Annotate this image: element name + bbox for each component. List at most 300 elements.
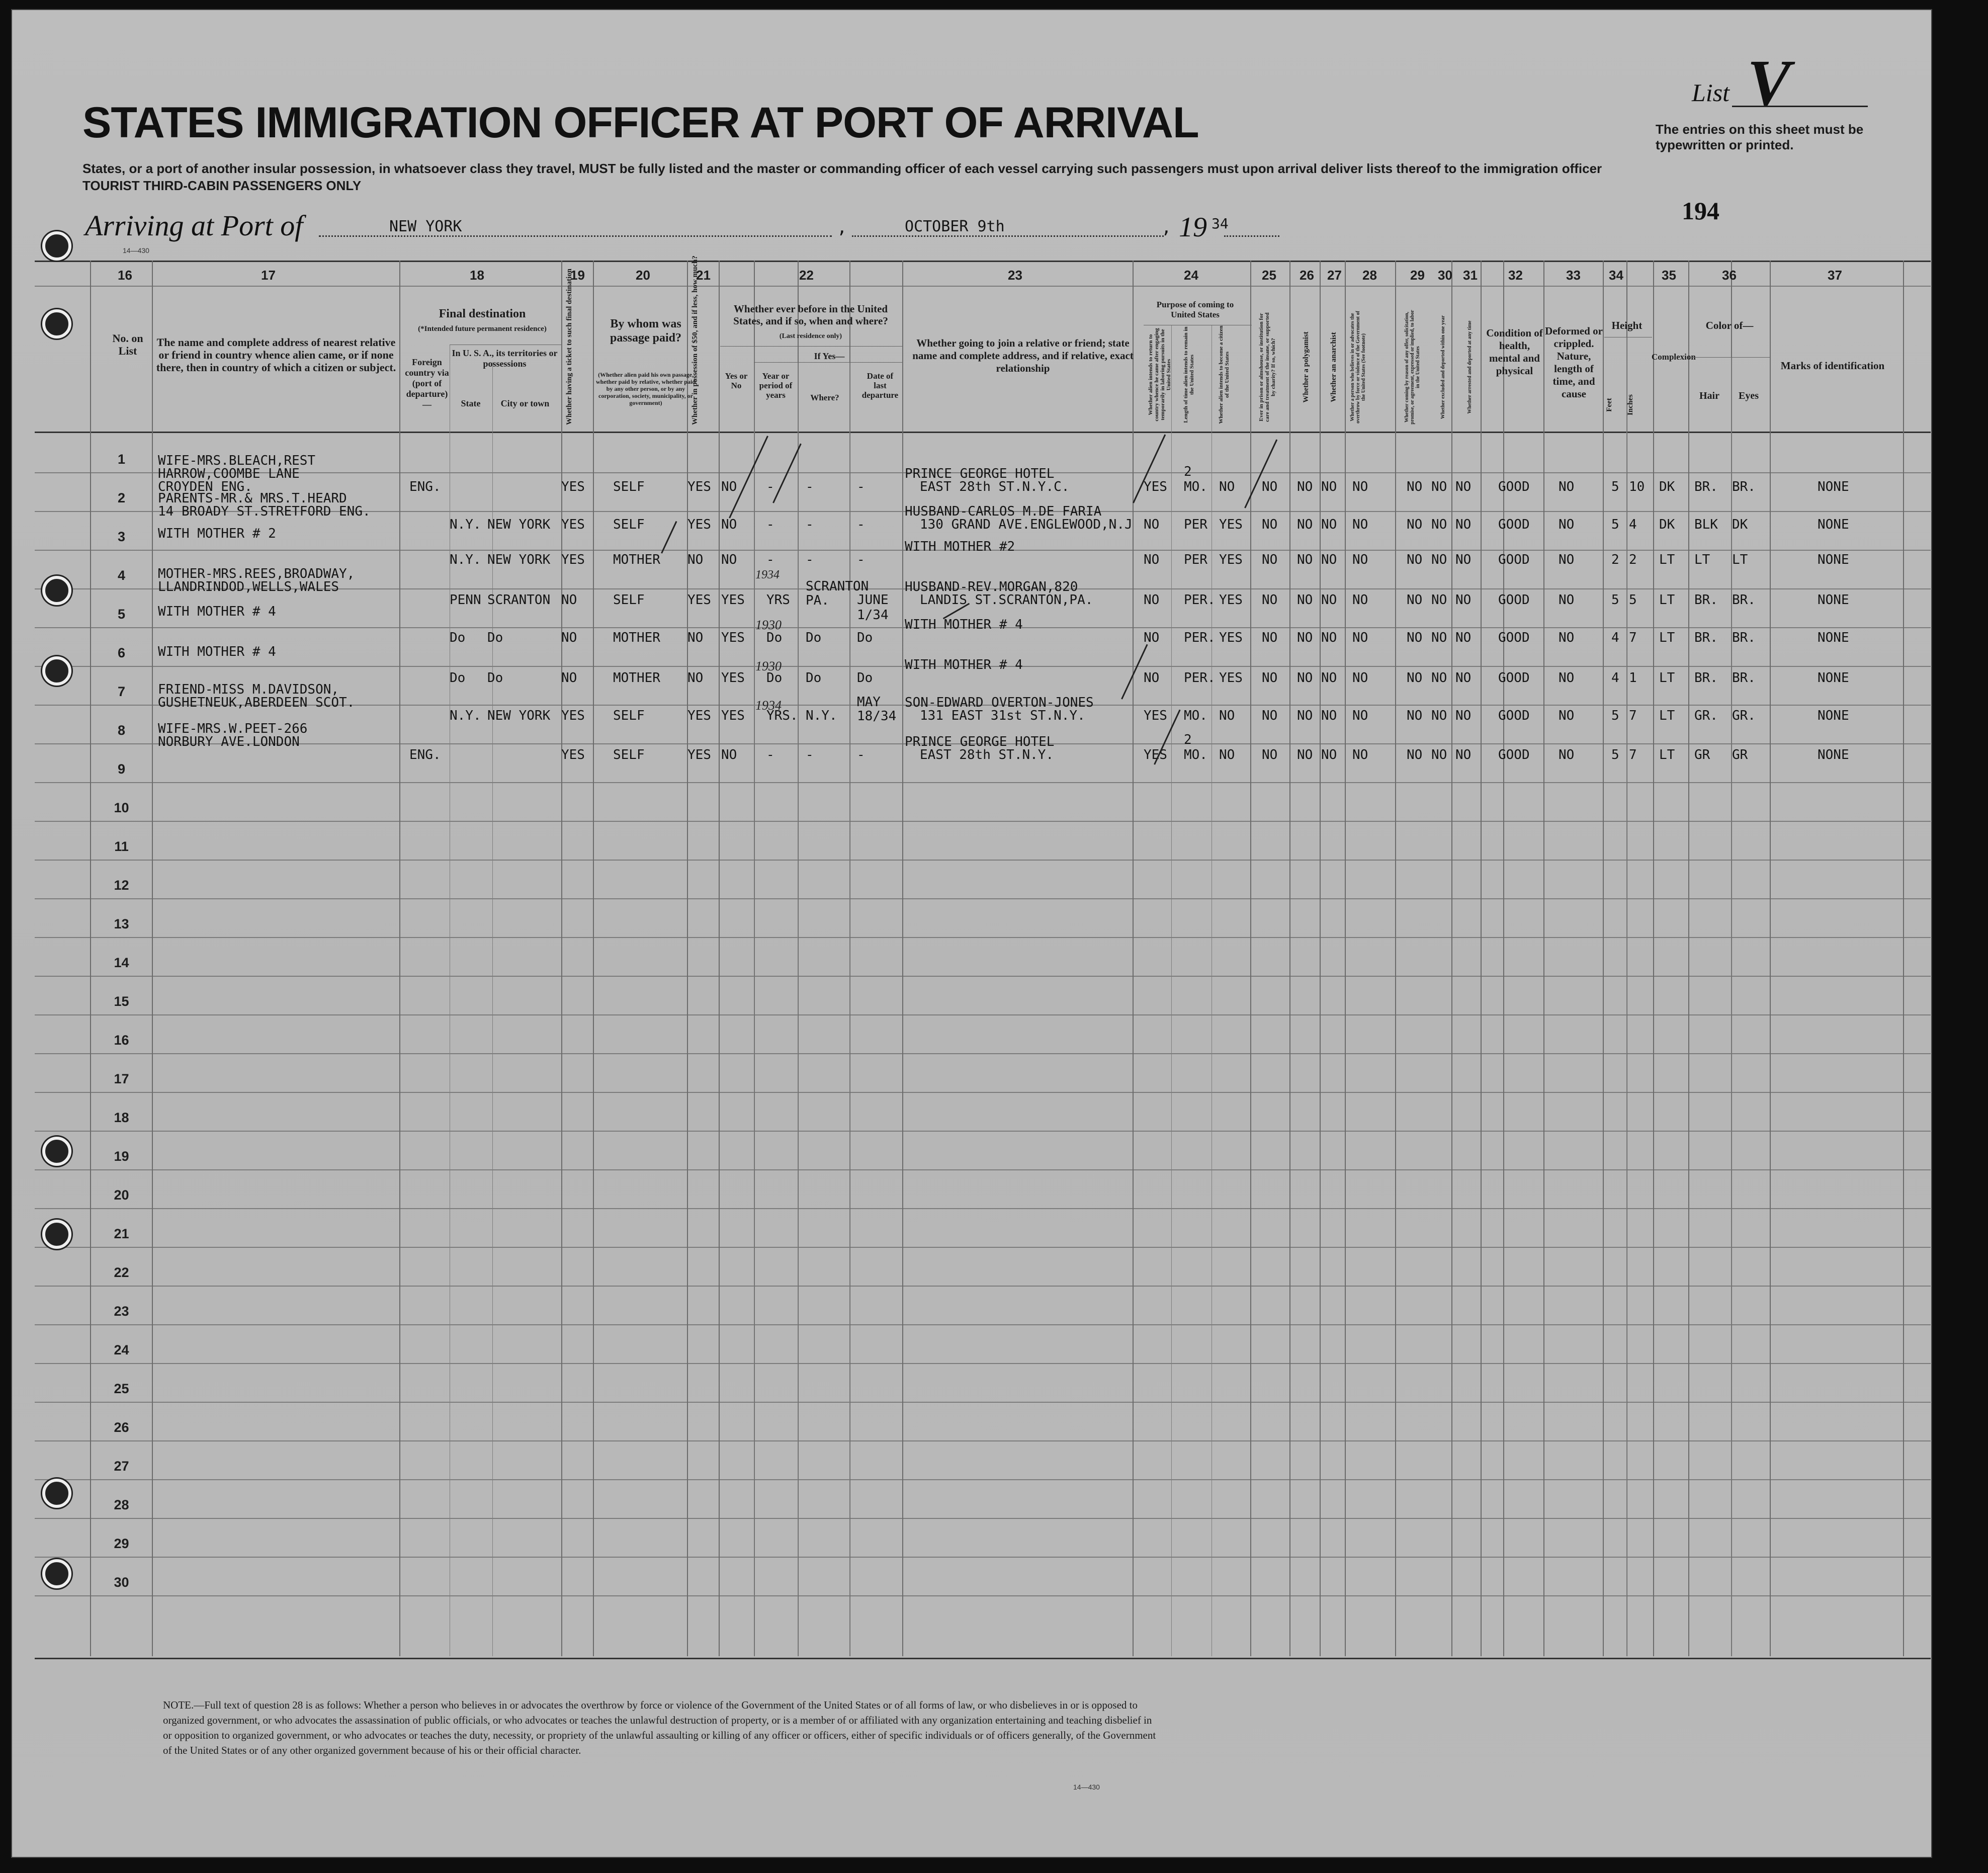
column-number: 29 [1410, 268, 1425, 283]
health: GOOD [1498, 630, 1530, 645]
col-number-rule [35, 286, 1931, 287]
hdr-c22-yesno: Yes or No [725, 371, 748, 390]
eye-color: BR. [1732, 592, 1756, 608]
q25: NO [1262, 630, 1278, 645]
q25: NO [1262, 479, 1278, 494]
row-rule [35, 937, 1931, 938]
hdr-c22-ifyes: If Yes— [814, 351, 845, 361]
deformed: NO [1559, 630, 1575, 645]
row-rule [35, 1053, 1931, 1054]
where-in-us: Do [806, 630, 822, 645]
handwritten-year-r4: 1934 [755, 568, 780, 581]
row-number: 8 [117, 723, 126, 738]
height-feet: 5 [1611, 479, 1619, 494]
ticket: NO [561, 592, 577, 608]
column-number: 27 [1327, 268, 1342, 283]
joining-relative: PRINCE GEORGE HOTEL [905, 734, 1055, 749]
q29: NO [1407, 630, 1423, 645]
binder-hole [42, 1137, 71, 1166]
date-comma: , [1161, 217, 1172, 237]
port-comma: , [837, 217, 847, 237]
deformed: NO [1559, 479, 1575, 494]
binder-hole [42, 309, 71, 338]
intends-citizenship: YES [1219, 630, 1243, 645]
where-in-us: Do [806, 670, 822, 686]
c22-ifyes-rule [754, 362, 902, 363]
row-number: 19 [114, 1149, 129, 1164]
deformed: NO [1559, 552, 1575, 567]
destination-city: Do [487, 630, 503, 645]
intends-return: NO [1144, 552, 1160, 567]
been-in-us: NO [721, 747, 737, 762]
height-feet: 4 [1611, 630, 1619, 645]
height-feet: 2 [1611, 552, 1619, 567]
column-rule [561, 261, 562, 1656]
hdr-c17: The name and complete address of nearest relative or friend in country whence alien came, or if none there, then in country of which a citizen or subject. [156, 336, 396, 374]
length-of-stay: PER [1184, 552, 1207, 567]
deformed: NO [1559, 670, 1575, 686]
hdr-no-on-list: No. on List [112, 332, 143, 357]
intends-return: NO [1144, 592, 1160, 608]
q30: NO [1431, 552, 1447, 567]
c22-sub-rule [720, 346, 902, 347]
row-number: 3 [117, 529, 126, 544]
form-number: 14—430 [123, 246, 149, 254]
manifest-sheet [11, 9, 1932, 1858]
year-line [1224, 235, 1279, 237]
hdr-c30: Whether excluded and deported within one year [1440, 315, 1446, 419]
q26: NO [1297, 592, 1313, 608]
row-rule [35, 1208, 1931, 1209]
q28: NO [1352, 592, 1368, 608]
eye-color: BR. [1732, 479, 1756, 494]
passage-paid-by: MOTHER [613, 630, 660, 645]
hdr-c24-citizen: Whether alien intends to become a citizen of the United States [1218, 325, 1230, 424]
row-number: 22 [114, 1265, 129, 1280]
height-feet: 5 [1611, 708, 1619, 723]
ticket: YES [561, 479, 585, 494]
q26: NO [1297, 552, 1313, 567]
hdr-c34-inches: Inches [1626, 394, 1634, 415]
port-line [319, 235, 832, 237]
column-rule [1451, 261, 1452, 1656]
last-departure: - [857, 479, 865, 494]
joining-address: LANDIS ST.SCRANTON,PA. [920, 592, 1093, 608]
height-feet: 5 [1611, 747, 1619, 762]
length-of-stay: PER. [1184, 630, 1216, 645]
column-number: 20 [636, 268, 650, 283]
hair-color: GR. [1694, 708, 1718, 723]
column-rule [1731, 357, 1732, 1656]
row-rule [35, 860, 1931, 861]
hdr-c33: Deformed or crippled. Nature, length of time, and cause [1545, 325, 1603, 400]
hair-color: GR [1694, 747, 1710, 762]
length-of-stay: PER. [1184, 670, 1216, 686]
row-rule [35, 1440, 1931, 1441]
height-feet: 5 [1611, 592, 1619, 608]
length-of-stay: PER [1184, 517, 1207, 532]
ticket: YES [561, 517, 585, 532]
q30: NO [1431, 517, 1447, 532]
column-number: 37 [1828, 268, 1842, 283]
intends-return: YES [1144, 747, 1167, 762]
health: GOOD [1498, 747, 1530, 762]
column-number: 35 [1662, 268, 1676, 283]
years-in-us: YRS [766, 592, 790, 608]
column-number: 19 [570, 268, 585, 283]
last-departure: - [857, 747, 865, 762]
footnote-form-number: 14—430 [1073, 1783, 1100, 1791]
q28: NO [1352, 552, 1368, 567]
years-in-us: Do [766, 630, 783, 645]
passage-paid-by: SELF [613, 592, 645, 608]
relative-address: LLANDRINDOD,WELLS,WALES [158, 579, 339, 594]
hdr-c18-city: City or town [500, 398, 550, 408]
column-number: 26 [1300, 268, 1314, 283]
intends-citizenship: YES [1219, 552, 1243, 567]
intends-citizenship: NO [1219, 479, 1235, 494]
marks: NONE [1818, 708, 1849, 723]
header-bottom-rule [35, 432, 1931, 433]
column-rule [399, 261, 400, 1656]
row-rule [35, 821, 1931, 822]
passage-paid-by: MOTHER [613, 552, 660, 567]
row-number: 14 [114, 955, 129, 970]
date-line [852, 235, 1164, 237]
destination-city: NEW YORK [487, 552, 551, 567]
length-of-stay: PER. [1184, 592, 1216, 608]
column-rule [1289, 261, 1290, 1656]
column-number: 18 [470, 268, 484, 283]
row-number: 12 [114, 878, 129, 893]
q31: NO [1455, 592, 1472, 608]
relative-name: WITH MOTHER # 4 [158, 604, 276, 619]
intends-return: NO [1144, 517, 1160, 532]
deformed: NO [1559, 592, 1575, 608]
destination-city: NEW YORK [487, 517, 551, 532]
column-rule [1543, 261, 1544, 1656]
q29: NO [1407, 670, 1423, 686]
row-rule [35, 1324, 1931, 1325]
q30: NO [1431, 708, 1447, 723]
marks: NONE [1818, 592, 1849, 608]
passage-paid-by: SELF [613, 708, 645, 723]
passage-paid-by: MOTHER [613, 670, 660, 686]
relative-name: WIFE-MRS.W.PEET-266 [158, 721, 308, 736]
relative-name: WITH MOTHER # 2 [158, 526, 276, 541]
binder-hole [42, 1559, 71, 1588]
column-number: 32 [1508, 268, 1523, 283]
where-in-us: - [806, 517, 814, 532]
hdr-c22-year: Year or period of years [759, 371, 793, 400]
hdr-c32: Condition of health, mental and physical [1486, 327, 1543, 377]
height-inches: 7 [1629, 630, 1637, 645]
has-fifty-dollars: YES [687, 517, 711, 532]
last-departure: MAY 18/34 [857, 695, 897, 724]
years-in-us: - [766, 517, 774, 532]
where-in-us: N.Y. [806, 708, 837, 723]
handwritten-year-r6: 1930 [755, 659, 782, 673]
where-in-us: SCRANTON PA. [806, 579, 869, 608]
q27: NO [1321, 708, 1337, 723]
has-fifty-dollars: NO [687, 670, 704, 686]
relative-address: 14 BROADY ST.STRETFORD ENG. [158, 504, 371, 519]
years-in-us: - [766, 552, 774, 567]
hdr-c35: Complexion [1652, 352, 1696, 362]
row-rule [35, 1247, 1931, 1248]
entries-note: The entries on this sheet must be typewritten or printed. [1656, 122, 1864, 152]
row-rule [35, 898, 1931, 899]
relative-name: PARENTS-MR.& MRS.T.HEARD [158, 491, 347, 506]
intends-citizenship: YES [1219, 517, 1243, 532]
q30: NO [1431, 479, 1447, 494]
has-fifty-dollars: YES [687, 747, 711, 762]
last-departure: Do [857, 630, 873, 645]
q29: NO [1407, 708, 1423, 723]
column-number: 33 [1566, 268, 1581, 283]
last-departure: - [857, 552, 865, 567]
hdr-c24-title: Purpose of coming to United States [1156, 300, 1234, 319]
health: GOOD [1498, 517, 1530, 532]
column-rule [1903, 261, 1904, 1656]
q29: NO [1407, 479, 1423, 494]
hdr-c26: Whether a polygamist [1302, 331, 1310, 403]
joining-relative: WITH MOTHER # 4 [905, 617, 1023, 632]
column-number: 28 [1362, 268, 1377, 283]
hair-color: BR. [1694, 630, 1718, 645]
hdr-c27: Whether an anarchist [1330, 332, 1338, 402]
been-in-us: NO [721, 517, 737, 532]
q26: NO [1297, 670, 1313, 686]
row-number: 23 [114, 1304, 129, 1319]
q26: NO [1297, 479, 1313, 494]
ticket: YES [561, 708, 585, 723]
height-inches: 1 [1629, 670, 1637, 686]
complexion: LT [1659, 552, 1675, 567]
date-value: OCTOBER 9th [905, 218, 1005, 235]
hdr-c36-hair: Hair [1699, 390, 1719, 401]
row-rule [35, 1557, 1931, 1558]
row-number: 21 [114, 1226, 129, 1241]
health: GOOD [1498, 552, 1530, 567]
passage-paid-by: SELF [613, 479, 645, 494]
complexion: DK [1659, 479, 1675, 494]
marks: NONE [1818, 747, 1849, 762]
q25: NO [1262, 708, 1278, 723]
hdr-c18-title: Final destination [439, 307, 526, 320]
row-number: 4 [117, 568, 126, 583]
where-in-us: - [806, 479, 814, 494]
hdr-c20: By whom was passage paid? [610, 317, 682, 345]
deformed: NO [1559, 708, 1575, 723]
destination-state: Do [450, 630, 466, 645]
destination-city: Do [487, 670, 503, 686]
q28: NO [1352, 517, 1368, 532]
column-rule [1503, 261, 1504, 1656]
height-inches: 7 [1629, 708, 1637, 723]
row-rule [35, 1286, 1931, 1287]
c36-sub-rule [1689, 357, 1770, 358]
intends-citizenship: NO [1219, 747, 1235, 762]
list-rule [1732, 106, 1868, 107]
q30: NO [1431, 747, 1447, 762]
row-number: 7 [117, 684, 126, 699]
row-number: 20 [114, 1187, 129, 1203]
hair-color: BR. [1694, 670, 1718, 686]
q26: NO [1297, 517, 1313, 532]
joining-relative: SON-EDWARD OVERTON-JONES [905, 695, 1094, 710]
has-fifty-dollars: NO [687, 630, 704, 645]
q31: NO [1455, 517, 1472, 532]
destination-city: SCRANTON [487, 592, 551, 608]
q30: NO [1431, 592, 1447, 608]
hdr-c22-where: Where? [810, 393, 839, 402]
complexion: LT [1659, 670, 1675, 686]
q27: NO [1321, 630, 1337, 645]
complexion: DK [1659, 517, 1675, 532]
q29: NO [1407, 592, 1423, 608]
row-rule [35, 1092, 1931, 1093]
complexion: LT [1659, 592, 1675, 608]
health: GOOD [1498, 479, 1530, 494]
row-rule [35, 1131, 1931, 1132]
column-number: 31 [1463, 268, 1478, 283]
passage-paid-by: SELF [613, 747, 645, 762]
has-fifty-dollars: YES [687, 479, 711, 494]
has-fifty-dollars: NO [687, 552, 704, 567]
intends-citizenship: YES [1219, 670, 1243, 686]
column-rule [849, 362, 850, 1656]
been-in-us: YES [721, 670, 745, 686]
height-inches: 10 [1629, 479, 1645, 494]
years-in-us: - [766, 747, 774, 762]
column-number: 21 [696, 268, 711, 283]
year-prefix: 19 [1179, 212, 1207, 243]
q25: NO [1262, 670, 1278, 686]
column-number: 30 [1438, 268, 1452, 283]
q31: NO [1455, 630, 1472, 645]
relative-address: HARROW,COOMBE LANE [158, 466, 300, 481]
has-fifty-dollars: YES [687, 592, 711, 608]
q27: NO [1321, 747, 1337, 762]
relative-name: WIFE-MRS.BLEACH,REST [158, 453, 316, 468]
ticket: YES [561, 747, 585, 762]
row-number: 28 [114, 1497, 129, 1512]
last-departure: JUNE 1/34 [857, 592, 889, 623]
hdr-c31: Whether arrested and deported at any time [1467, 320, 1473, 414]
handwritten-year-r7: 1934 [755, 698, 782, 713]
binder-hole [42, 1220, 71, 1249]
relative-name: MOTHER-MRS.REES,BROADWAY, [158, 566, 355, 581]
column-number: 25 [1262, 268, 1276, 283]
row-number: 24 [114, 1342, 129, 1357]
row-rule [35, 1363, 1931, 1364]
q28: NO [1352, 670, 1368, 686]
height-feet: 4 [1611, 670, 1619, 686]
row-number: 29 [114, 1536, 129, 1551]
hdr-c20-sub: (Whether alien paid his own passage, whether paid by relative, whether paid by any other person, or by any corporation, society, municipality, or government) [595, 371, 696, 406]
destination-state: PENN [450, 592, 481, 608]
column-rule [1133, 261, 1134, 1656]
q26: NO [1297, 630, 1313, 645]
hdr-c37: Marks of identification [1780, 360, 1885, 372]
header-instructions: States, or a port of another insular possession, in whatsoever class they travel, MUST be fully listed and the master or commanding officer of each vessel carrying such passengers must upon arrival deliver lists thereof to the immigration officer [82, 161, 1602, 176]
passage-paid-by: SELF [613, 517, 645, 532]
hdr-c36-eyes: Eyes [1739, 390, 1759, 401]
health: GOOD [1498, 670, 1530, 686]
eye-color: BR. [1732, 630, 1756, 645]
q25: NO [1262, 592, 1278, 608]
hdr-c22-sub: (Last residence only) [779, 332, 842, 340]
q28: NO [1352, 708, 1368, 723]
column-rule [1626, 337, 1627, 1656]
q27: NO [1321, 592, 1337, 608]
row-rule [35, 1169, 1931, 1170]
joining-relative: WITH MOTHER # 4 [905, 657, 1023, 672]
hair-color: BR. [1694, 479, 1718, 494]
deformed: NO [1559, 747, 1575, 762]
row-number: 1 [117, 452, 126, 467]
q31: NO [1455, 552, 1472, 567]
column-number: 34 [1609, 268, 1623, 283]
where-in-us: - [806, 747, 814, 762]
q31: NO [1455, 708, 1472, 723]
relative-address-2: CROYDEN ENG. [158, 479, 252, 494]
destination-state: N.Y. [450, 552, 481, 567]
health: GOOD [1498, 708, 1530, 723]
row-rule [35, 782, 1931, 783]
column-rule [1688, 261, 1689, 1656]
column-number: 16 [118, 268, 132, 283]
intends-return: NO [1144, 630, 1160, 645]
row-number: 30 [114, 1575, 129, 1590]
column-rule [152, 261, 153, 1656]
length-of-stay: 2 MO. [1184, 464, 1207, 494]
destination-state: Do [450, 670, 466, 686]
hdr-c18-usa: In U. S. A., its territories or possessions [452, 348, 558, 369]
row-number: 10 [114, 800, 129, 815]
height-inches: 7 [1629, 747, 1637, 762]
column-rule [1250, 261, 1251, 1656]
marks: NONE [1818, 479, 1849, 494]
column-rule [1395, 261, 1396, 1656]
foreign-country: ENG. [409, 479, 441, 494]
row-rule [35, 1014, 1931, 1015]
height-inches: 5 [1629, 592, 1637, 608]
height-inches: 4 [1629, 517, 1637, 532]
been-in-us: NO [721, 479, 737, 494]
years-in-us: - [766, 479, 774, 494]
hdr-c19: Whether having a ticket to such final destination [565, 269, 573, 425]
eye-color: LT [1732, 552, 1748, 567]
last-departure: Do [857, 670, 873, 686]
destination-city: NEW YORK [487, 708, 551, 723]
been-in-us: YES [721, 708, 745, 723]
q26: NO [1297, 708, 1313, 723]
q29: NO [1407, 747, 1423, 762]
last-departure: - [857, 517, 865, 532]
hdr-c18-sub: (*Intended future permanent residence) [418, 325, 547, 333]
q30: NO [1431, 630, 1447, 645]
row-number: 15 [114, 994, 129, 1009]
year-suffix: 34 [1212, 215, 1229, 232]
q31: NO [1455, 479, 1472, 494]
binder-hole [42, 231, 71, 261]
binder-hole [42, 656, 71, 686]
joining-address: EAST 28th ST.N.Y.C. [920, 479, 1070, 494]
row-number: 2 [117, 490, 126, 505]
q28: NO [1352, 630, 1368, 645]
